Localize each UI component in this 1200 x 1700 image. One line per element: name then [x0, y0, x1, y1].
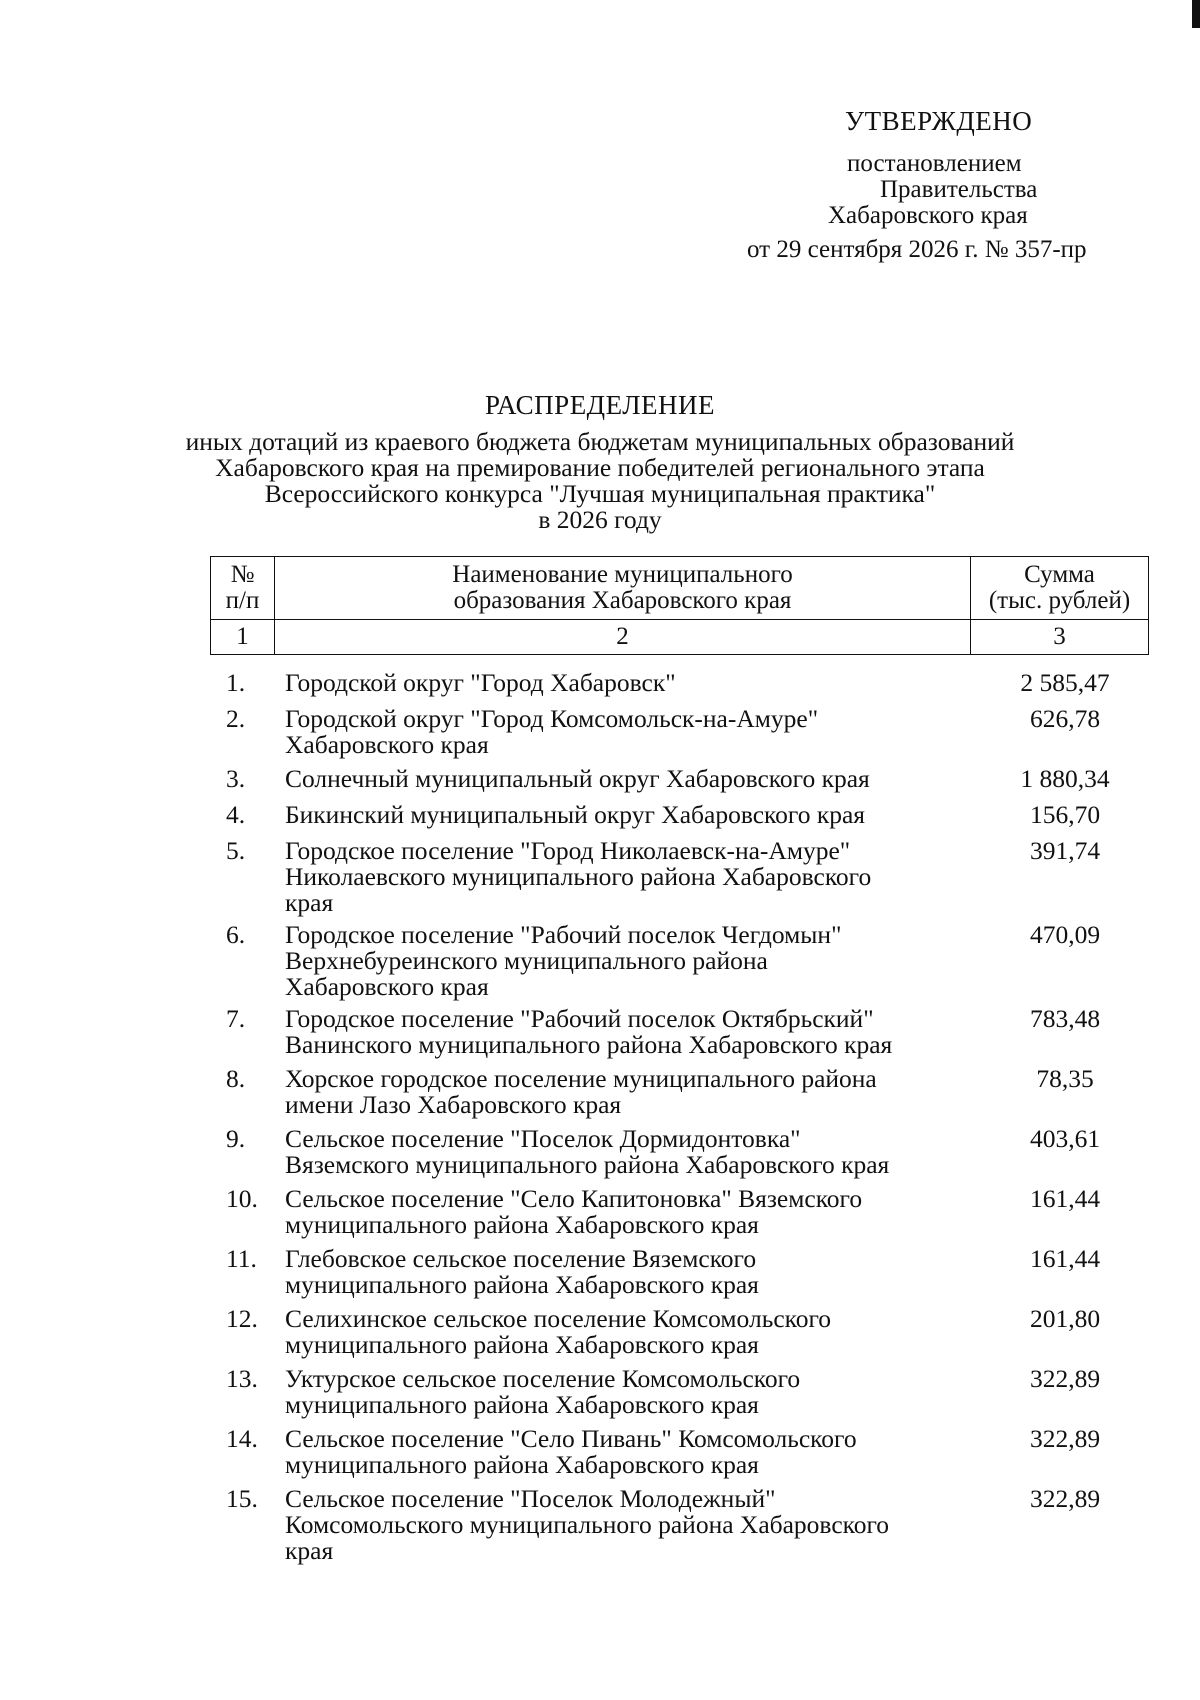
row-name: Уктурское сельское поселение Комсомольского муниципального района Хабаровского края	[285, 1364, 801, 1419]
row-number: 3.	[226, 764, 246, 793]
row-name: Сельское поселение "Село Пивань" Комсомольского муниципального района Хабаровского края	[285, 1424, 857, 1479]
row-sum: 2 585,47	[1020, 668, 1110, 697]
approval-date-number: от 29 сентября 2026 г. № 357-пр	[747, 236, 1087, 263]
approval-heading: УТВЕРЖДЕНО	[845, 106, 1033, 136]
column-index: 2	[275, 620, 971, 655]
row-name: Глебовское сельское поселение Вяземского муниципального района Хабаровского края	[285, 1244, 759, 1299]
row-name: Сельское поселение "Поселок Дормидонтовка" Вяземского муниципального района Хабаровского края	[285, 1124, 890, 1179]
row-sum: 1 880,34	[1020, 764, 1110, 793]
row-sum: 322,89	[1029, 1364, 1101, 1393]
row-name: Бикинский муниципальный округ Хабаровского края	[285, 800, 866, 829]
row-number: 6.	[226, 920, 246, 949]
row-sum: 156,70	[1029, 800, 1101, 829]
row-name: Сельское поселение "Поселок Молодежный" Комсомольского муниципального района Хабаровского края	[285, 1484, 890, 1565]
row-number: 11.	[226, 1244, 257, 1273]
approval-line: постановлением	[847, 150, 1022, 177]
row-number: 15.	[226, 1484, 258, 1513]
row-number: 1.	[226, 668, 246, 697]
row-name: Селихинское сельское поселение Комсомольского муниципального района Хабаровского края	[285, 1304, 832, 1359]
column-index: 3	[971, 620, 1149, 655]
row-name: Городское поселение "Рабочий поселок Чегдомын" Верхнебуреинского муниципального района Хабаровского края	[285, 920, 842, 1001]
row-number: 14.	[226, 1424, 258, 1453]
row-number: 2.	[226, 704, 246, 733]
title-subline: иных дотаций из краевого бюджета бюджетам муниципальных образований	[185, 427, 1015, 456]
table-header	[210, 556, 1149, 655]
row-number: 8.	[226, 1064, 246, 1093]
row-number: 12.	[226, 1304, 258, 1333]
row-number: 13.	[226, 1364, 258, 1393]
title-subline: Хабаровского края на премирование победителей регионального этапа	[215, 453, 985, 482]
approval-line: Правительства	[880, 176, 1038, 203]
row-sum: 78,35	[1036, 1064, 1094, 1093]
title-subline: в 2026 году	[538, 505, 662, 534]
row-name: Городское поселение "Рабочий поселок Октябрьский" Ванинского муниципального района Хабаровского края	[285, 1004, 893, 1059]
row-number: 4.	[226, 800, 246, 829]
row-number: 10.	[226, 1184, 258, 1213]
row-sum: 403,61	[1029, 1124, 1101, 1153]
row-sum: 783,48	[1029, 1004, 1101, 1033]
row-sum: 161,44	[1029, 1184, 1101, 1213]
approval-line: Хабаровского края	[828, 202, 1028, 229]
row-number: 5.	[226, 836, 246, 865]
row-name: Солнечный муниципальный округ Хабаровского края	[285, 764, 870, 793]
row-name: Хорское городское поселение муниципального района имени Лазо Хабаровского края	[285, 1064, 877, 1119]
row-number: 9.	[226, 1124, 246, 1153]
row-sum: 322,89	[1029, 1484, 1101, 1513]
column-index: 1	[211, 620, 275, 655]
column-header-sum: Сумма (тыс. рублей)	[971, 557, 1149, 620]
row-name: Городской округ "Город Хабаровск"	[285, 668, 676, 697]
page-edge-mark	[1192, 0, 1200, 28]
title-subline: Всероссийского конкурса "Лучшая муниципальная практика"	[264, 479, 936, 508]
row-sum: 391,74	[1029, 836, 1101, 865]
row-number: 7.	[226, 1004, 246, 1033]
column-header-number: № п/п	[211, 557, 275, 620]
row-name: Городское поселение "Город Николаевск-на-Амуре" Николаевского муниципального района Хабаровского края	[285, 836, 872, 917]
row-sum: 161,44	[1029, 1244, 1101, 1273]
column-header-name: Наименование муниципального образования Хабаровского края	[275, 557, 971, 620]
row-name: Сельское поселение "Село Капитоновка" Вяземского муниципального района Хабаровского края	[285, 1184, 863, 1239]
title-main: РАСПРЕДЕЛЕНИЕ	[484, 390, 716, 420]
row-sum: 322,89	[1029, 1424, 1101, 1453]
row-name: Городской округ "Город Комсомольск-на-Амуре" Хабаровского края	[285, 704, 819, 759]
row-sum: 626,78	[1029, 704, 1101, 733]
row-sum: 201,80	[1029, 1304, 1101, 1333]
row-sum: 470,09	[1029, 920, 1101, 949]
